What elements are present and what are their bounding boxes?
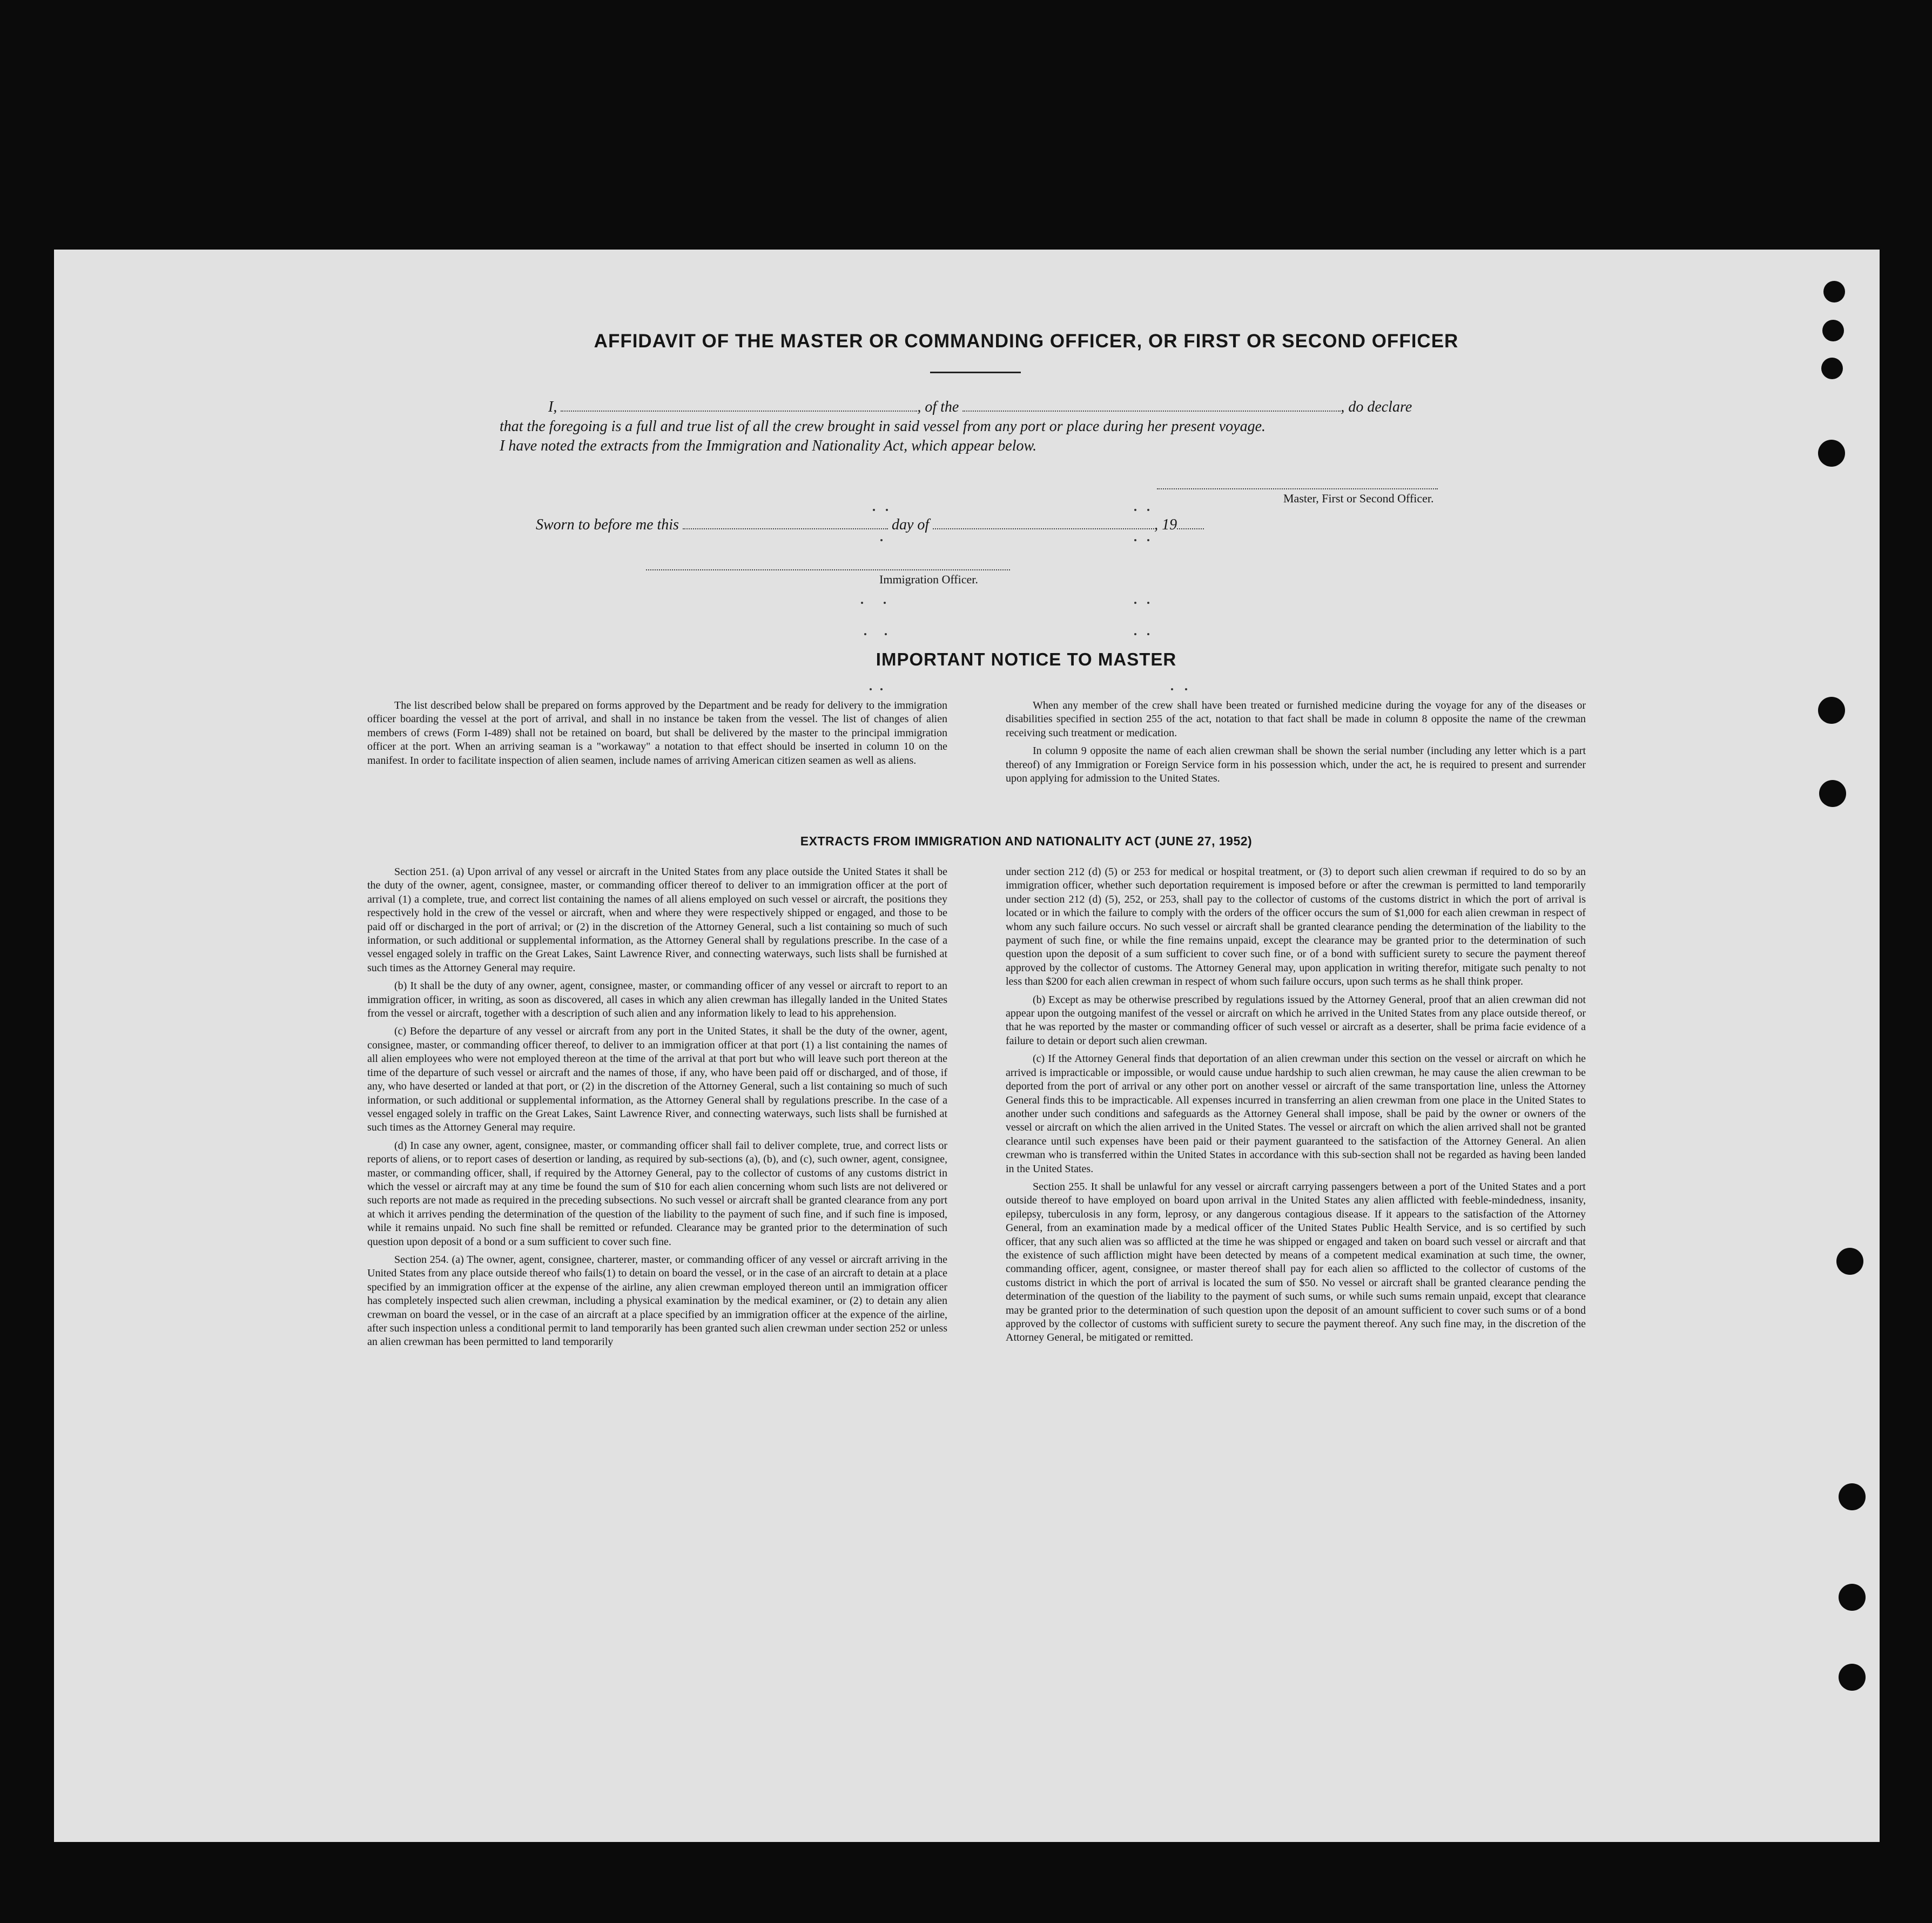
- extracts-left-column: [367, 865, 947, 1354]
- affidavit-text-line-3: I have noted the extracts from the Immigration and Nationality Act, which appear below.: [500, 438, 1037, 454]
- speck: [873, 509, 875, 511]
- affidavit-declaration-line: [548, 399, 1412, 416]
- binder-hole: [1821, 358, 1843, 379]
- speck: [861, 602, 863, 604]
- immigration-officer-label: Immigration Officer.: [879, 573, 978, 586]
- master-signature-label: Master, First or Second Officer.: [1283, 492, 1434, 505]
- binder-hole: [1818, 440, 1845, 467]
- binder-hole: [1819, 780, 1846, 807]
- speck: [1147, 602, 1149, 604]
- notice-paragraph: When any member of the crew shall have been treated or furnished medicine during the voyage for any of the diseases or disabilities specified in section 255 of the act, notation to that fact shall be made in column 8 opposite the name of the crewman receiving such treatment or medication.: [1006, 700, 1586, 739]
- affidavit-i-label: I,: [548, 399, 557, 415]
- sworn-month-field[interactable]: [933, 516, 1154, 529]
- binder-hole: [1839, 1483, 1866, 1510]
- speck: [880, 539, 883, 541]
- notice-title: IMPORTANT NOTICE TO MASTER: [876, 649, 1177, 669]
- title-divider: [930, 372, 1021, 373]
- affidavit-of-label: , of the: [917, 399, 959, 415]
- speck: [886, 509, 888, 511]
- affidavit-declare-label: , do declare: [1341, 399, 1412, 415]
- speck: [880, 688, 883, 690]
- notice-paragraph: The list described below shall be prepared on forms approved by the Department and be ready for delivery to the immigration officer boarding the vessel at the port of arrival, and shall in no instance be taken from the vessel. The list of changes of alien members of crews (Form I-489) shall not be retained on board, but shall be delivered by the master to the principal immigration officer at the port. When an arriving seaman is a "workaway" a notation to that effect should be inserted in column 10 on the manifest. In order to facilitate inspection of alien seamen, include names of arriving American citizen seamen as well as aliens.: [367, 700, 947, 766]
- extract-paragraph: Section 254. (a) The owner, agent, consignee, charterer, master, or commanding officer of any vessel or aircraft arriving in the United States from any place outside thereof who fails(1) to detain on board the vessel, or in the case of an aircraft to detain at a place specified by an immigration officer at the expense of the airline, any alien crewman employed thereon until an immigration officer has completely inspected such alien crewman, including a physical examination by the medical examiner, or (2) to detain any alien crewman on board the vessel, or in the case of an aircraft at a place specified by an immigration officer at the expence of the airline, after such inspection unless a conditional permit to land temporarily has been granted such alien crewman under section 252 or unless an alien crewman has been permitted to land temporarily: [367, 1253, 947, 1348]
- extract-paragraph: (d) In case any owner, agent, consignee, master, or commanding officer shall fail to deliver complete, true, and correct lists or reports of aliens, or to report cases of desertion or landing, as required by sub-sections (a), (b), and (c), such owner, agent, consignee, master, or commanding officer, shall, if required by the Attorney General, pay to the collector of customs of any customs district in which the vessel or aircraft may at any time be found the sum of $10 for each alien concerning whom such lists are not delivered or such reports are not made as required in the preceding subsections. No such vessel or aircraft shall be granted clearance from any port at which it arrives pending the determination of the question of the liability to the payment of such fine, and if such fine is imposed, while it remains unpaid. No such fine shall be remitted or refunded. Clearance may be granted prior to the determination of such question upon deposit of a bond or a sum sufficient to cover such fine.: [367, 1139, 947, 1248]
- speck: [1147, 633, 1149, 635]
- immigration-officer-signature-line[interactable]: [646, 569, 1010, 570]
- binder-hole: [1839, 1584, 1866, 1611]
- notice-paragraph: In column 9 opposite the name of each alien crewman shall be shown the serial number (including any letter which is a part thereof) of any Immigration or Foreign Service form in his possession which, under the act, he is required to present and surrender upon applying for admission to the United States.: [1006, 745, 1586, 785]
- vessel-name-field[interactable]: [962, 399, 1341, 412]
- speck: [1147, 509, 1149, 511]
- sworn-label: Sworn to before me this: [536, 516, 679, 533]
- speck: [1134, 539, 1136, 541]
- speck: [1134, 602, 1136, 604]
- sworn-line: [536, 516, 1204, 534]
- speck: [884, 602, 886, 604]
- speck: [885, 633, 887, 635]
- extract-paragraph: under section 212 (d) (5) or 253 for medical or hospital treatment, or (3) to deport such alien crewman if required to do so by an immigration officer, whether such deportation requirement is imposed before or after the crewman is permitted to land temporarily under section 212 (d) (5), 252, or 253, shall pay to the collector of customs of the customs district in which the port of arrival is located or in which the failure to comply with the orders of the officer occurs the sum of $1,000 for each alien crewman in respect of whom any such failure occurs. No such vessel or aircraft shall be granted clearance pending the determination of the liability to the payment of such fine, or while the fine remains unpaid, except the clearance may be granted prior to the determination of such question upon the deposit of a sum sufficient to cover such fine, or of a bond with sufficient surety to secure the payment thereof approved by the collector of customs. The Attorney General may, upon application in writing therefor, mitigate such penalty to not less than $200 for each alien crewman in respect of whom such failure occurs, upon such terms as he shall think proper.: [1006, 866, 1586, 988]
- speck: [864, 633, 866, 635]
- notice-right-column: [1006, 699, 1586, 790]
- speck: [1147, 539, 1149, 541]
- extract-paragraph: Section 251. (a) Upon arrival of any vessel or aircraft in the United States from any place outside the United States it shall be the duty of the owner, agent, consignee, master, or commanding officer thereof to deliver to an immigration officer at the port of arrival (1) a complete, true, and correct list containing the names of all aliens employed on such vessel or aircraft, the positions they respectively hold in the crew of the vessel or aircraft, when and where they were respectively shipped or engaged, and those to be paid off or discharged in the port of arrival; or (2) in the discretion of the Attorney General, such a list containing so much of such information, or such additional or supplemental information, as the Attorney General shall by regulations prescribe. In the case of a vessel engaged solely in traffic on the Great Lakes, Saint Lawrence River, and connecting waterways, such lists shall be furnished at such times as the Attorney General may require.: [367, 866, 947, 974]
- sworn-day-field[interactable]: [683, 516, 888, 529]
- affidavit-text-line-2: that the foregoing is a full and true list of all the crew brought in said vessel from any port or place during her present voyage.: [500, 418, 1266, 435]
- binder-hole: [1836, 1248, 1863, 1275]
- speck: [1171, 688, 1173, 690]
- notice-left-column: [367, 699, 947, 772]
- master-signature-line[interactable]: [1157, 488, 1438, 489]
- speck: [870, 688, 872, 690]
- sworn-year-field[interactable]: [1177, 516, 1204, 529]
- day-of-label: day of: [891, 516, 930, 533]
- affidavit-title: AFFIDAVIT OF THE MASTER OR COMMANDING OFFICER, OR FIRST OR SECOND OFFICER: [594, 331, 1459, 352]
- extract-paragraph: Section 255. It shall be unlawful for any vessel or aircraft carrying passengers between a port of the United States and a port outside thereof to have employed on board upon arrival in the United States any alien afflicted with feeble-mindedness, insanity, epilepsy, tuberculosis in any form, leprosy, or any dangerous contagious disease. If it appears to the satisfaction of the Attorney General, from an examination made by a medical officer of the United States Public Health Service, and is so certified by such officer, that any such alien was so afflicted at the time he was shipped or engaged and taken on board such vessel or aircraft and that the existence of such affliction might have been detected by means of a competent medical examination at such time, the owner, commanding officer, agent, consignee, or master thereof shall pay for each alien so afflicted to the collector of customs of the customs district in which the port of arrival is located the sum of $50. No vessel or aircraft shall be granted clearance pending the determination of the question of the liability to the payment of such sums, or while such sums remain unpaid, except that clearance may be granted prior to the determination of such question upon the deposit of an amount sufficient to cover such sums or of a bond approved by the collector of customs with sufficient surety to secure the payment thereof. Any such fine may, in the discretion of the Attorney General, be mitigated or remitted.: [1006, 1180, 1586, 1344]
- speck: [1134, 509, 1136, 511]
- extracts-title: EXTRACTS FROM IMMIGRATION AND NATIONALITY ACT (JUNE 27, 1952): [800, 834, 1253, 848]
- extract-paragraph: (b) Except as may be otherwise prescribed by regulations issued by the Attorney General, proof that an alien crewman did not appear upon the outgoing manifest of the vessel or aircraft on which he arrived in the United States from any place outside thereof, or that he was reported by the master or commanding officer of such vessel or aircraft as a deserter, shall be prima facie evidence of a failure to detain or deport such alien crewman.: [1006, 993, 1586, 1047]
- extract-paragraph: (c) Before the departure of any vessel or aircraft from any port in the United States, it shall be the duty of the owner, agent, consignee, master, or commanding officer thereof, to deliver to an immigration officer at that port (1) a list containing the names of all alien employees who were not employed thereon at the time of the arrival at that port but who will leave such port thereon at the time of the departure of such vessel or aircraft and the names of those, if any, who have been paid off or discharged, and of those, if any, who have deserted or landed at that port, or (2) in the discretion of the Attorney General, such a list containing so much of such information, or such additional or supplemental information, as the Attorney General shall by regulations prescribe. In the case of a vessel engaged solely in traffic on the Great Lakes, Saint Lawrence River, and connecting waterways, such lists shall be furnished at such times as the Attorney General may require.: [367, 1025, 947, 1134]
- extracts-right-column: [1006, 865, 1586, 1349]
- extract-paragraph: (b) It shall be the duty of any owner, agent, consignee, master, or commanding officer of any vessel or aircraft to report to an immigration officer, in writing, as soon as discovered, all cases in which any alien crewman has illegally landed in the United States from the vessel or aircraft, together with a description of such alien and any information likely to lead to his apprehension.: [367, 980, 947, 1020]
- speck: [1185, 688, 1187, 690]
- binder-hole: [1839, 1664, 1866, 1691]
- officer-name-field[interactable]: [561, 399, 917, 412]
- speck: [1134, 633, 1136, 635]
- extract-paragraph: (c) If the Attorney General finds that deportation of an alien crewman under this section on the vessel or aircraft on which he arrived is impracticable or impossible, or would cause undue hardship to such alien crewman, he may cause the alien crewman to be deported from the port of arrival or any other port on another vessel or aircraft of the same transportation line, unless the Attorney General finds this to be impracticable. All expenses incurred in transferring an alien crewman from one place in the United States to another under such conditions and safeguards as the Attorney General shall impose, shall be paid by the owner or owners of the vessel or aircraft on which the alien arrived in the United States. The vessel or aircraft on which the alien arrived shall not be granted clearance until such expenses have been paid or their payment guaranteed to the satisfaction of the Attorney General. An alien crewman who is transferred within the United States in accordance with this sub-section shall not be regarded as having been landed in the United States.: [1006, 1053, 1586, 1175]
- binder-hole: [1823, 281, 1845, 302]
- year-label: , 19: [1154, 516, 1177, 533]
- binder-hole: [1818, 697, 1845, 724]
- binder-hole: [1822, 320, 1844, 341]
- document-page: [54, 250, 1880, 1842]
